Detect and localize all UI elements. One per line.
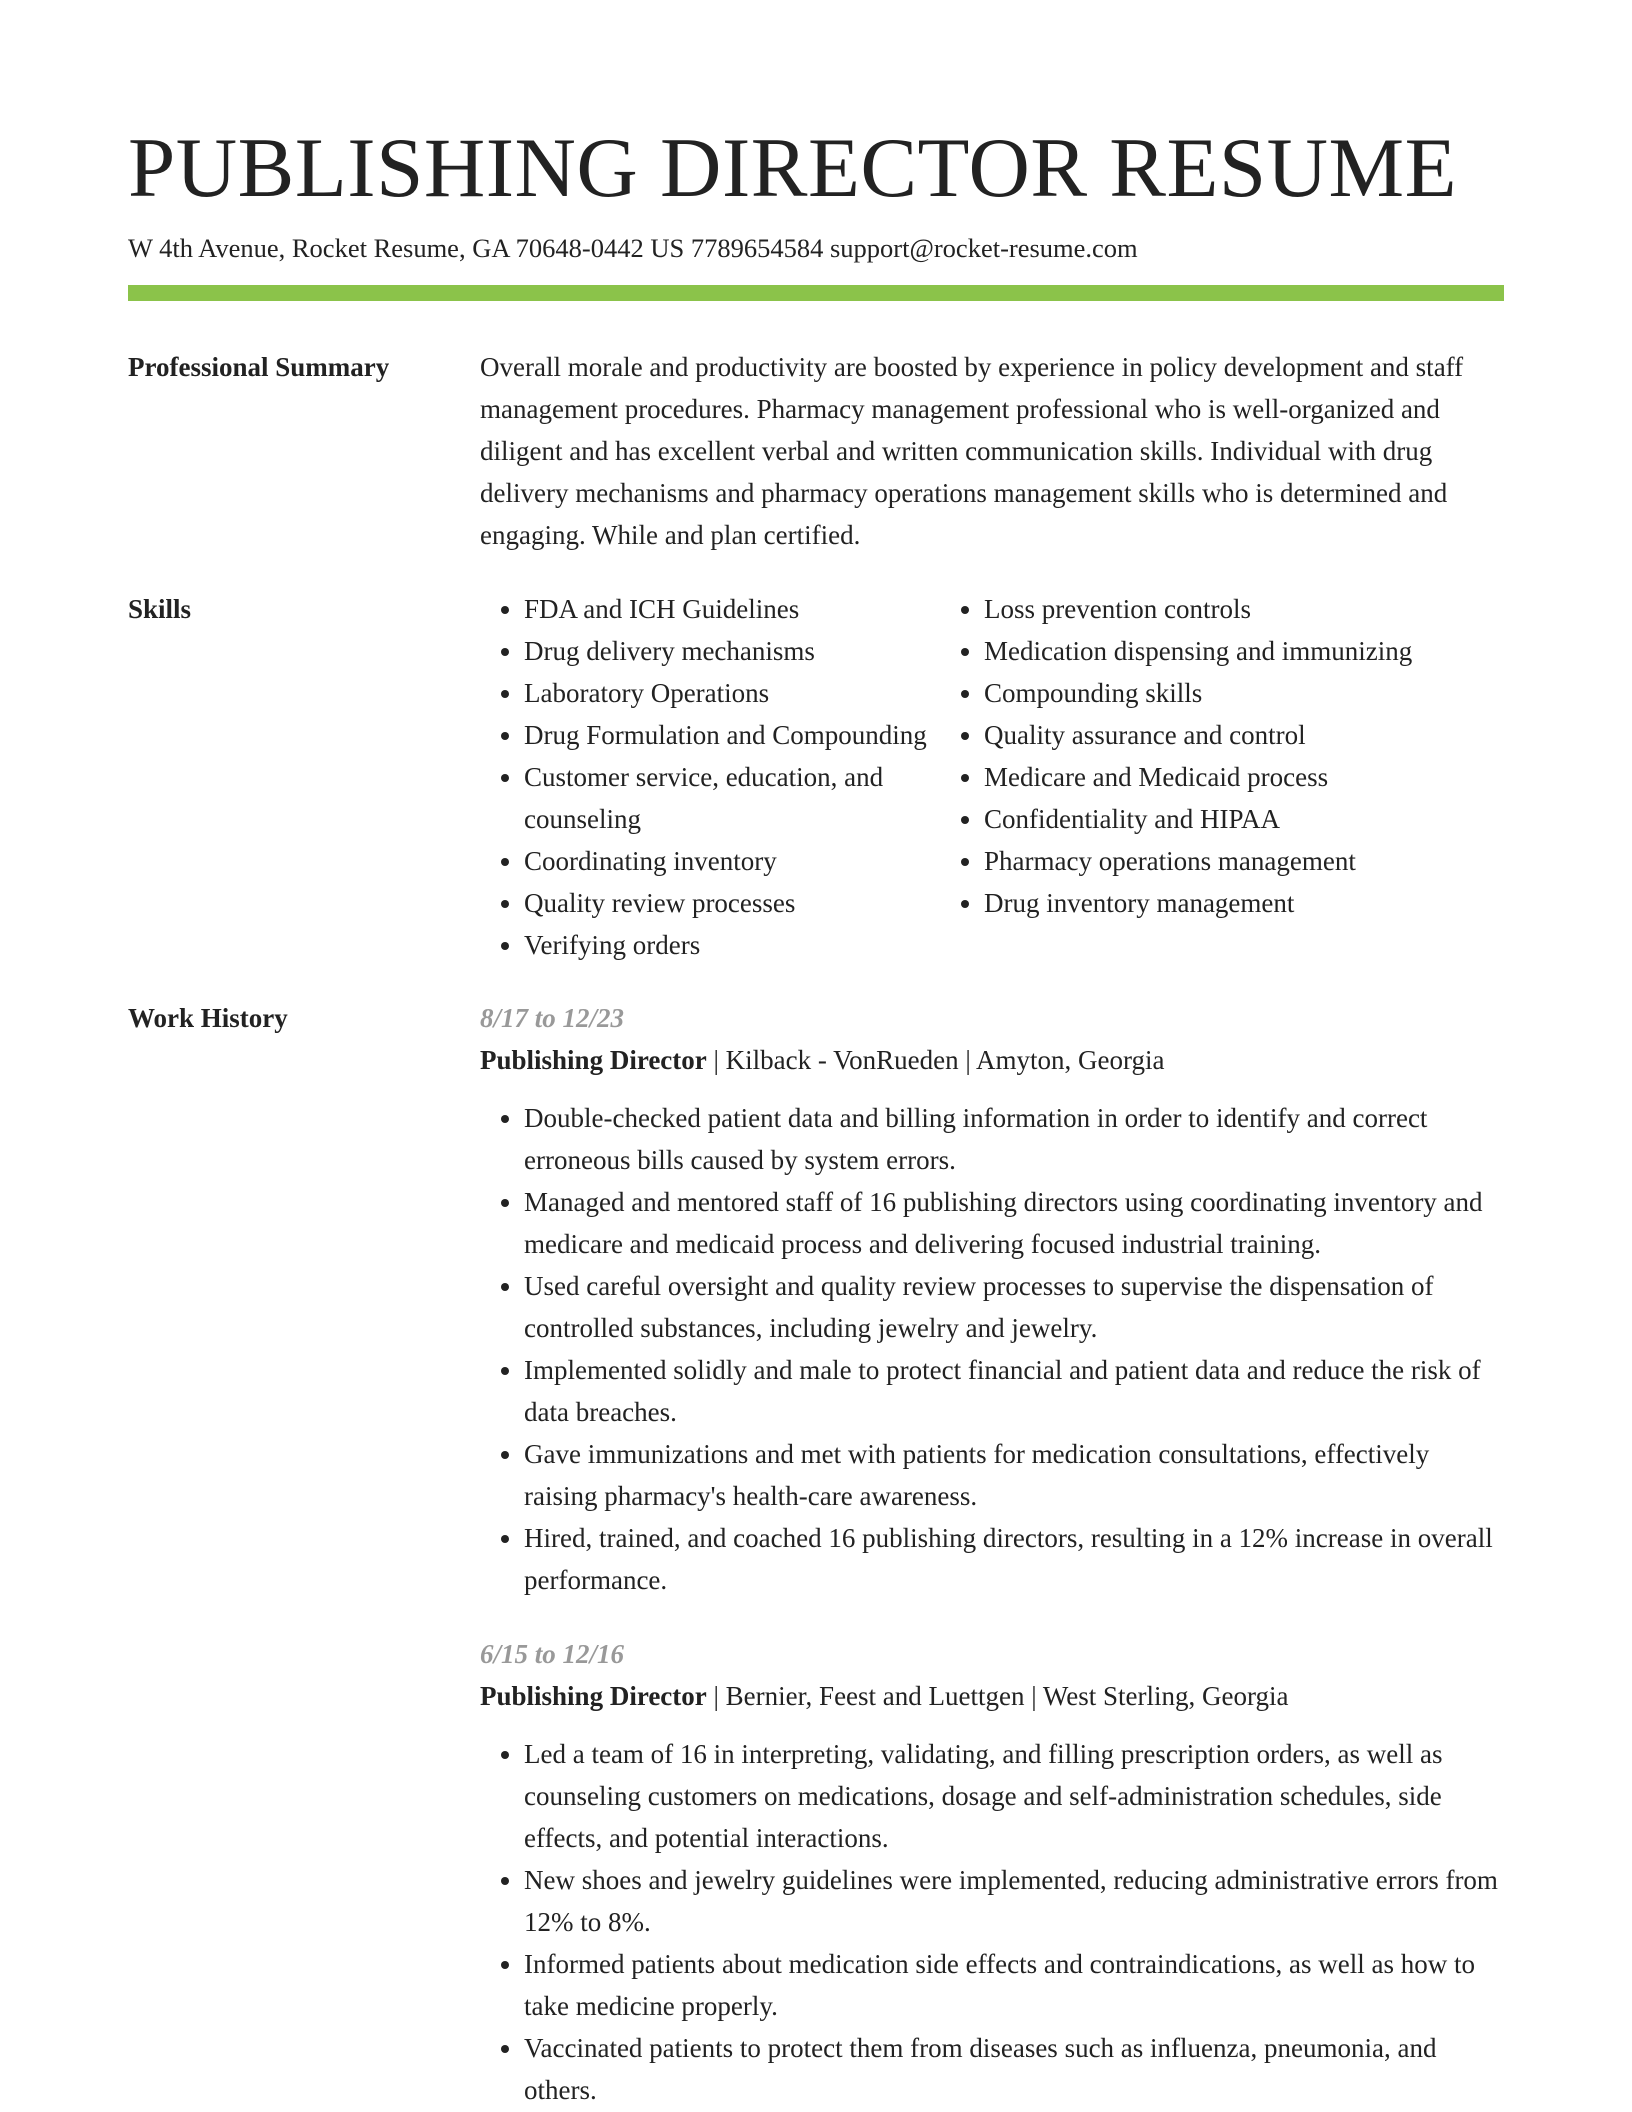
skill-item: • Loss prevention controls: [984, 588, 1460, 630]
job-bullet: • Informed patients about medication side effects and contraindications, as well as how to take medicine properly.: [524, 1943, 1504, 2027]
job-bullet: • Hired, trained, and coached 16 publishing directors, resulting in a 12% increase in overall performance.: [524, 1517, 1504, 1601]
skills-column-right: [940, 588, 1460, 966]
job-role-line: [480, 1039, 1504, 1081]
job-bullet: • Gave immunizations and met with patients for medication consultations, effectively raising pharmacy's health-care awareness.: [524, 1433, 1504, 1517]
skill-item: • Customer service, education, and counseling: [524, 756, 940, 840]
skill-item: • Compounding skills: [984, 672, 1460, 714]
skills-label: Skills: [128, 594, 192, 624]
skill-item: • Drug inventory management: [984, 882, 1460, 924]
work-history-label: Work History: [128, 1003, 288, 1033]
skill-item: • Quality assurance and control: [984, 714, 1460, 756]
job-bullet: • Implemented solidly and male to protect financial and patient data and reduce the risk of data breaches.: [524, 1349, 1504, 1433]
skill-item: • Confidentiality and HIPAA: [984, 798, 1460, 840]
resume-title: PUBLISHING DIRECTOR RESUME: [128, 121, 1458, 215]
skill-item: • Drug Formulation and Compounding: [524, 714, 940, 756]
job-bullet: • Managed and mentored staff of 16 publishing directors using coordinating inventory and medicare and medicaid process and delivering focused industrial training.: [524, 1181, 1504, 1265]
skill-item: • Medication dispensing and immunizing: [984, 630, 1460, 672]
job-bullet: • Double-checked patient data and billing information in order to identify and correct erroneous bills caused by system errors.: [524, 1097, 1504, 1181]
header-accent-rule: [128, 285, 1504, 301]
skill-item: • Laboratory Operations: [524, 672, 940, 714]
summary-label: Professional Summary: [128, 352, 390, 382]
skill-item: • Pharmacy operations management: [984, 840, 1460, 882]
skill-item: • Coordinating inventory: [524, 840, 940, 882]
job-details: | Kilback - VonRueden | Amyton, Georgia: [706, 1045, 1165, 1075]
job-role-line: [480, 1675, 1504, 1717]
job-title: Publishing Director: [480, 1681, 707, 1711]
job-title: Publishing Director: [480, 1045, 707, 1075]
job-bullet: • Vaccinated patients to protect them from diseases such as influenza, pneumonia, and others.: [524, 2027, 1504, 2111]
job-dates: 8/17 to 12/23: [480, 1003, 625, 1033]
contact-info: W 4th Avenue, Rocket Resume, GA 70648-0442 US 7789654584 support@rocket-resume.com: [128, 233, 1138, 263]
skill-item: • Drug delivery mechanisms: [524, 630, 940, 672]
job-bullet: • Led a team of 16 in interpreting, validating, and filling prescription orders, as well as counseling customers on medications, dosage and self-administration schedules, side effects, and potential interactions.: [524, 1733, 1504, 1859]
job-entry: [480, 997, 1504, 1601]
skill-item: • FDA and ICH Guidelines: [524, 588, 940, 630]
skill-item: • Medicare and Medicaid process: [984, 756, 1460, 798]
skill-item: • Verifying orders: [524, 924, 940, 966]
job-details: | Bernier, Feest and Luettgen | West Sterling, Georgia: [706, 1681, 1289, 1711]
summary-text: Overall morale and productivity are boosted by experience in policy development and staff management procedures. Pharmacy management professional who is well-organized and diligent and has excellent verbal and written communication skills. Individual with drug delivery mechanisms and pharmacy operations management skills who is determined and engaging. While and plan certified.: [480, 352, 1464, 550]
job-bullet: • Used careful oversight and quality review processes to supervise the dispensation of controlled substances, including jewelry and jewelry.: [524, 1265, 1504, 1349]
job-dates: 6/15 to 12/16: [480, 1639, 625, 1669]
skill-item: • Quality review processes: [524, 882, 940, 924]
skills-column-left: [480, 588, 940, 966]
job-entry: [480, 1633, 1504, 2111]
job-bullet: • New shoes and jewelry guidelines were implemented, reducing administrative errors from 12% to 8%.: [524, 1859, 1504, 1943]
